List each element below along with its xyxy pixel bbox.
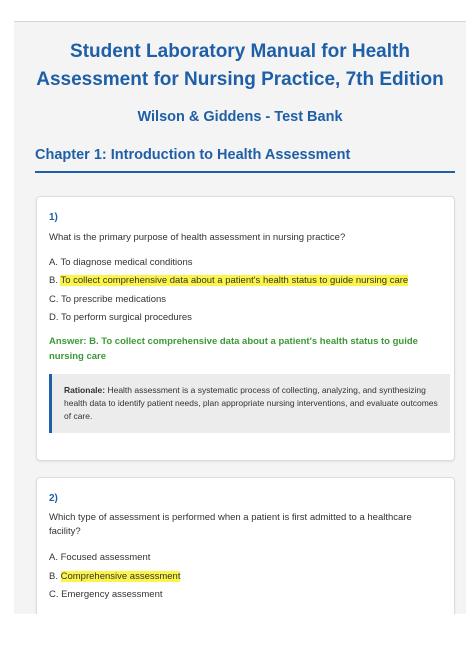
option-letter: B. xyxy=(49,571,61,582)
answer-text: Answer: B. To collect comprehensive data about a patient's health status to guide nursing care xyxy=(49,336,418,362)
option-c xyxy=(49,293,166,306)
option-letter: A. xyxy=(49,257,61,268)
question-card-2 xyxy=(36,477,455,614)
option-b xyxy=(49,274,408,287)
option-b xyxy=(49,570,180,583)
option-text: To diagnose medical conditions xyxy=(60,257,193,268)
option-a xyxy=(49,551,150,564)
option-letter: D. xyxy=(49,312,61,323)
option-text-highlighted: Comprehensive assessment xyxy=(60,571,181,582)
rationale-text: Health assessment is a systematic process of collecting, analyzing, and synthesizing health data to identify patient needs, plan appropriate nursing interventions, and evaluate outcomes of care. xyxy=(64,385,438,421)
question-number: 2) xyxy=(49,493,58,504)
option-text: To perform surgical procedures xyxy=(60,312,192,323)
document-title xyxy=(14,38,466,94)
option-text: Emergency assessment xyxy=(61,589,163,600)
rationale-box xyxy=(49,374,450,433)
option-letter: A. xyxy=(49,552,61,563)
option-c xyxy=(49,588,163,601)
option-text: Focused assessment xyxy=(60,552,151,563)
rationale-label: Rationale: xyxy=(64,385,106,395)
option-d xyxy=(49,311,192,324)
title-line-1: Student Laboratory Manual for Health xyxy=(70,41,410,62)
option-text-highlighted: To collect comprehensive data about a patient's health status to guide nursing care xyxy=(60,275,409,286)
option-letter: C. xyxy=(49,589,62,600)
chapter-heading: Chapter 1: Introduction to Health Assessment xyxy=(35,145,455,173)
document-subtitle: Wilson & Giddens - Test Bank xyxy=(137,109,343,125)
option-text: To prescribe medications xyxy=(60,294,167,305)
option-a xyxy=(49,256,192,269)
question-text: Which type of assessment is performed when a patient is first admitted to a healthcare facility? xyxy=(49,512,412,537)
option-letter: B. xyxy=(49,275,61,286)
question-card-1 xyxy=(36,196,455,461)
document-page xyxy=(14,21,466,614)
question-text: What is the primary purpose of health assessment in nursing practice? xyxy=(49,232,346,243)
option-letter: C. xyxy=(49,294,61,305)
title-line-2: Assessment for Nursing Practice, 7th Edition xyxy=(36,69,444,90)
question-number: 1) xyxy=(49,212,58,223)
